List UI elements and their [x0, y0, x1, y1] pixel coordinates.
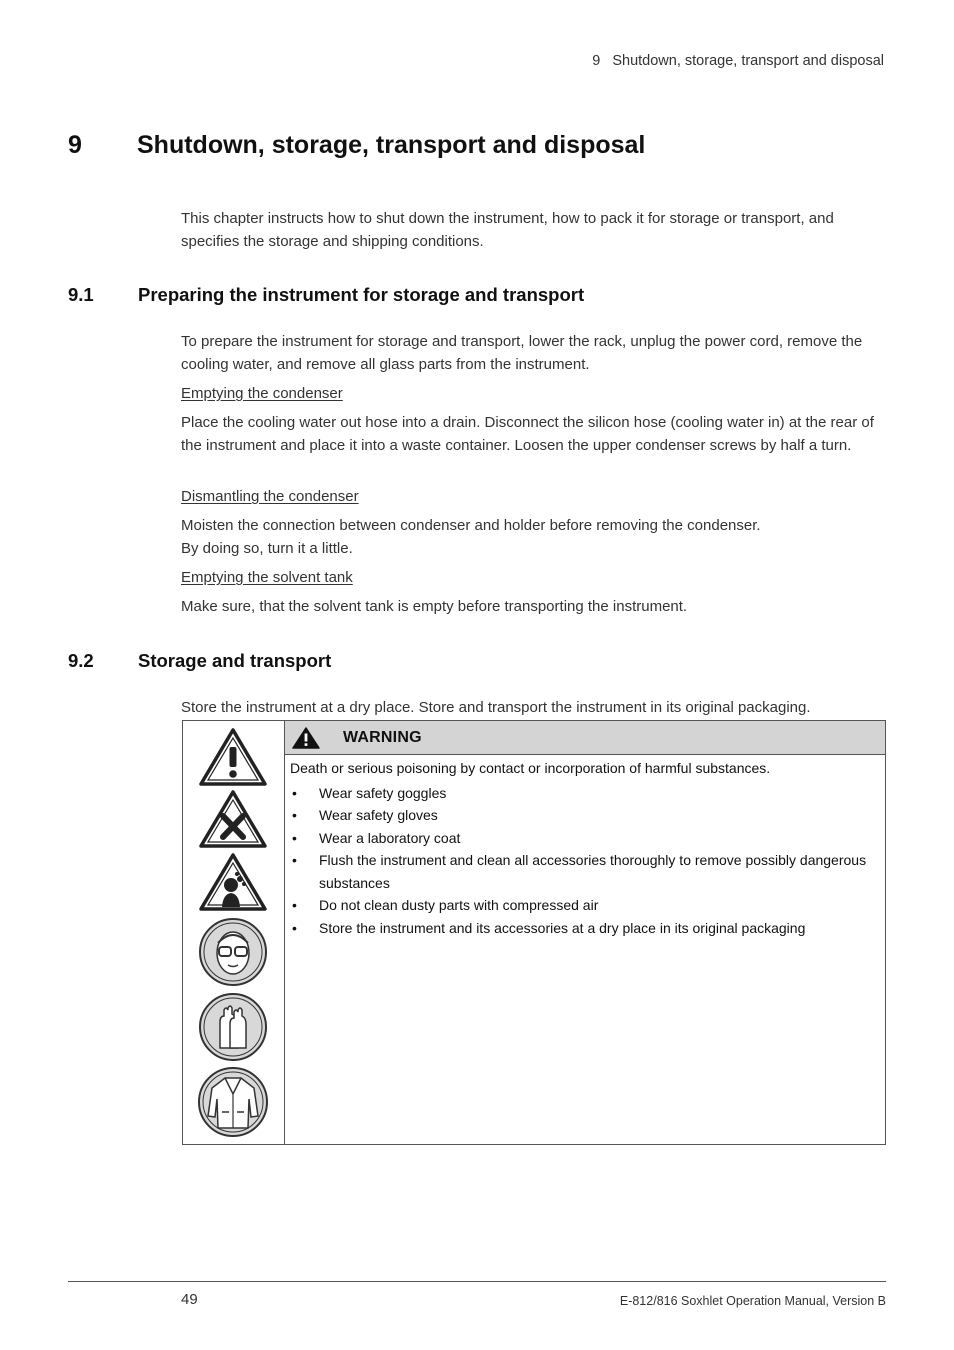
warning-item: • Wear safety gloves	[290, 804, 875, 827]
warning-description: Death or serious poisoning by contact or incorporation of harmful substances.	[290, 760, 771, 776]
section-2-title: Storage and transport	[138, 650, 332, 671]
emptying-solvent-tank-text: Make sure, that the solvent tank is empty before transporting the instrument.	[181, 598, 688, 615]
dismantling-condenser-text-2: By doing so, turn it a little.	[181, 540, 353, 557]
warning-item: • Do not clean dusty parts with compressed air	[290, 894, 875, 917]
chapter-title: Shutdown, storage, transport and disposal	[137, 131, 646, 159]
running-header-title: Shutdown, storage, transport and disposal	[612, 53, 884, 69]
subheading-dismantling-condenser: Dismantling the condenser	[181, 488, 359, 505]
lab-coat-icon	[198, 1066, 268, 1138]
section-1-title: Preparing the instrument for storage and transport	[138, 284, 585, 305]
harmful-substance-icon	[198, 789, 268, 849]
warning-box	[182, 720, 886, 1145]
section-2-intro: Store the instrument at a dry place. Store and transport the instrument in its original packaging.	[181, 699, 811, 716]
warning-item: • Wear a laboratory coat	[290, 827, 875, 850]
warning-triangle-icon	[292, 727, 320, 749]
running-header-chapter-number: 9	[592, 53, 601, 69]
emptying-condenser-text: Place the cooling water out hose into a drain. Disconnect the silicon hose (cooling water in) at the rear of the instrument and place it into a waste container. Loosen the upper condenser screws by half a turn.	[181, 414, 874, 454]
warning-item: • Wear safety goggles	[290, 782, 875, 805]
safety-gloves-icon	[198, 992, 268, 1062]
page-number: 49	[181, 1291, 198, 1308]
toxic-inhalation-icon	[198, 852, 268, 912]
section-1-number: 9.1	[68, 284, 94, 305]
warning-body	[290, 757, 875, 939]
warning-list	[290, 782, 875, 940]
safety-goggles-icon	[198, 917, 268, 987]
warning-label: WARNING	[343, 729, 422, 746]
warning-icon-column	[183, 721, 285, 1144]
footer-document-title: E-812/816 Soxhlet Operation Manual, Version B	[619, 1294, 886, 1308]
footer-rule	[68, 1281, 886, 1282]
chapter-number: 9	[68, 131, 82, 159]
section-1-intro: To prepare the instrument for storage and transport, lower the rack, unplug the power cord, remove the cooling water, and remove all glass parts from the instrument.	[181, 333, 863, 373]
chapter-intro: This chapter instructs how to shut down the instrument, how to pack it for storage or transport, and specifies the storage and shipping conditions.	[181, 210, 834, 250]
section-2-number: 9.2	[68, 650, 94, 671]
general-warning-icon	[198, 727, 268, 787]
subheading-emptying-condenser: Emptying the condenser	[181, 385, 343, 402]
warning-item: • Store the instrument and its accessories at a dry place in its original packaging	[290, 917, 875, 940]
warning-item: • Flush the instrument and clean all accessories thoroughly to remove possibly dangerous substances	[290, 849, 875, 894]
warning-header	[285, 721, 885, 755]
running-header	[592, 53, 884, 69]
subheading-emptying-solvent-tank: Emptying the solvent tank	[181, 569, 353, 586]
dismantling-condenser-text: Moisten the connection between condenser and holder before removing the condenser.	[181, 517, 761, 534]
